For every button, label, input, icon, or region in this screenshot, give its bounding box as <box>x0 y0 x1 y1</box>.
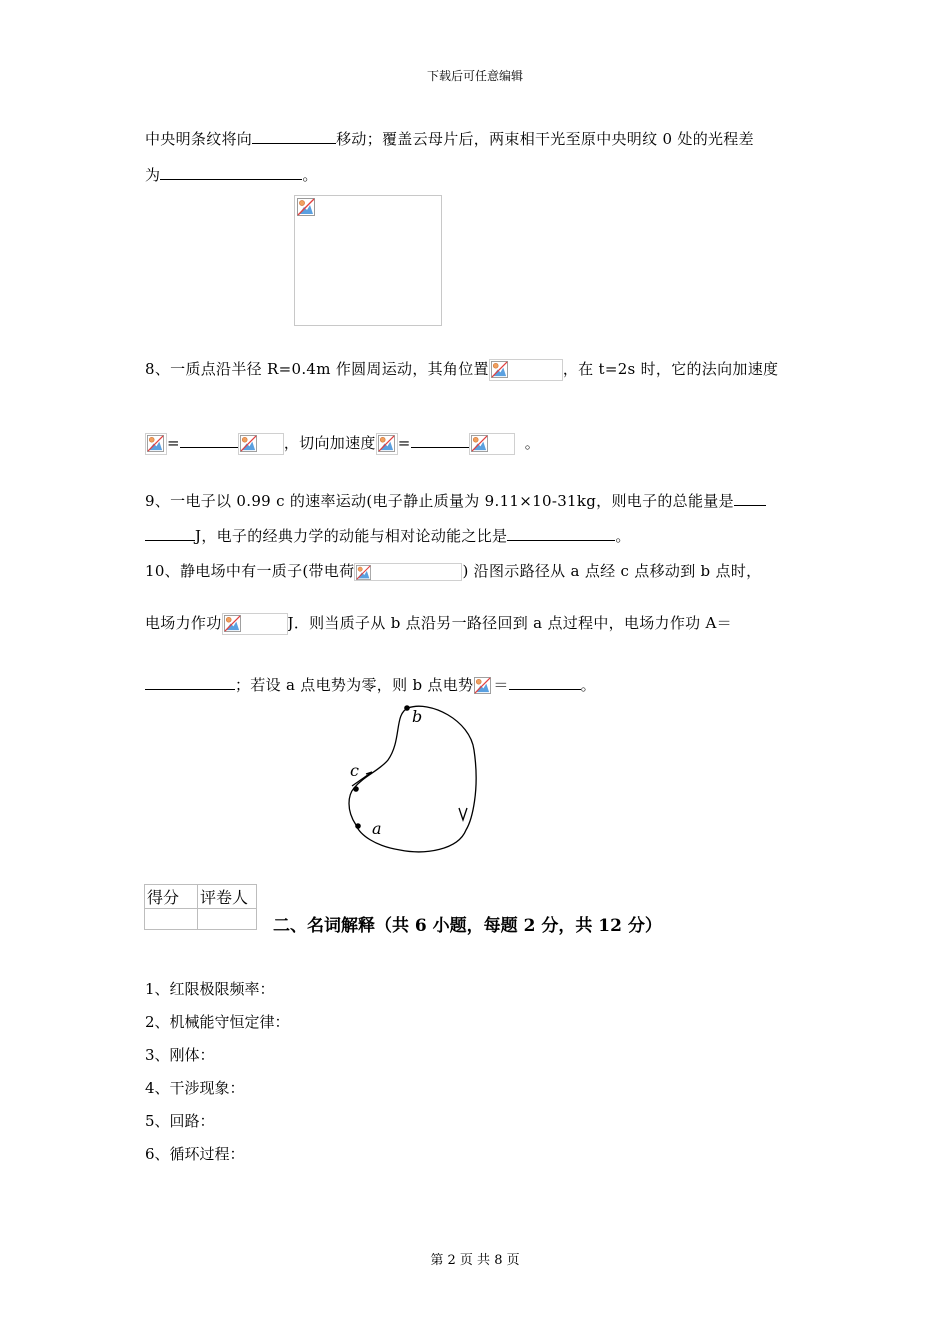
term-item: 3、刚体： <box>145 1046 215 1064</box>
answer-blank <box>507 526 615 541</box>
label-a: a <box>372 819 382 838</box>
q8-line2: = ，切向加速度 = 。 <box>145 432 540 455</box>
score-cell <box>145 909 198 930</box>
q10-line3: ；若设 a 点电势为零，则 b 点电势 ＝ 。 <box>145 674 596 696</box>
label-b: b <box>412 707 423 726</box>
answer-blank <box>411 433 469 448</box>
arrow-right <box>459 808 467 820</box>
grader-header: 评卷人 <box>198 885 257 909</box>
broken-image-icon <box>224 615 241 632</box>
term-item: 6、循环过程： <box>145 1145 245 1163</box>
answer-blank <box>145 526 195 541</box>
point-c <box>353 786 359 792</box>
point-a <box>355 823 361 829</box>
term-item: 5、回路： <box>145 1112 215 1130</box>
page-header: 下载后可任意编辑 <box>426 69 523 83</box>
broken-image-icon <box>356 565 371 580</box>
formula-placeholder <box>489 359 563 381</box>
label-c: c <box>350 761 359 780</box>
formula-placeholder <box>145 433 167 455</box>
q7-line2: 为 。 <box>145 166 318 184</box>
formula-placeholder <box>376 433 398 455</box>
broken-image-icon <box>474 677 491 694</box>
answer-blank <box>252 129 336 144</box>
broken-image-icon <box>147 435 164 452</box>
broken-image-icon <box>297 198 315 216</box>
grader-cell <box>198 909 257 930</box>
score-table <box>144 884 257 930</box>
section-title: 二、名词解释（共 6 小题，每题 2 分，共 12 分） <box>273 916 662 936</box>
point-b <box>404 705 410 711</box>
q9-line1: 9、一电子以 0.99 c 的速率运动(电子静止质量为 9.11×10-31kg，则电子的总能量是 <box>145 490 766 511</box>
q10-line1: 10、静电场中有一质子(带电荷 ) 沿图示路径从 a 点经 c 点移动到 b 点时， <box>145 562 762 580</box>
formula-placeholder <box>469 433 515 455</box>
q8-line1: 8、一质点沿半径 R=0.4m 作圆周运动，其角位置 ，在 t=2s 时，它的法向加速度 <box>145 358 778 381</box>
closed-path <box>349 706 476 852</box>
broken-image-icon <box>471 435 488 452</box>
answer-blank <box>509 675 581 690</box>
answer-blank <box>734 491 766 506</box>
path-diagram <box>330 700 490 860</box>
formula-placeholder <box>222 613 288 635</box>
formula-placeholder <box>238 433 284 455</box>
formula-placeholder <box>473 676 493 696</box>
broken-image-icon <box>240 435 257 452</box>
answer-blank <box>160 165 302 180</box>
score-header: 得分 <box>145 885 198 909</box>
answer-blank <box>180 433 238 448</box>
formula-placeholder <box>354 563 462 581</box>
broken-image-icon <box>378 435 395 452</box>
q9-line2: J，电子的经典力学的动能与相对论动能之比是 。 <box>145 525 631 546</box>
page-footer: 第 2 页 共 8 页 <box>430 1253 520 1268</box>
term-item: 2、机械能守恒定律： <box>145 1013 290 1031</box>
term-item: 1、红限极限频率： <box>145 980 275 998</box>
q10-line2: 电场力作功 J．则当质子从 b 点沿另一路径回到 a 点过程中，电场力作功 A＝ <box>145 612 732 635</box>
term-item: 4、干涉现象： <box>145 1079 245 1097</box>
q7-line1: 中央明条纹将向 移动；覆盖云母片后，两束相干光至原中央明纹 0 处的光程差 <box>145 130 754 148</box>
image-placeholder <box>294 195 442 326</box>
answer-blank <box>145 675 235 690</box>
broken-image-icon <box>491 361 508 378</box>
